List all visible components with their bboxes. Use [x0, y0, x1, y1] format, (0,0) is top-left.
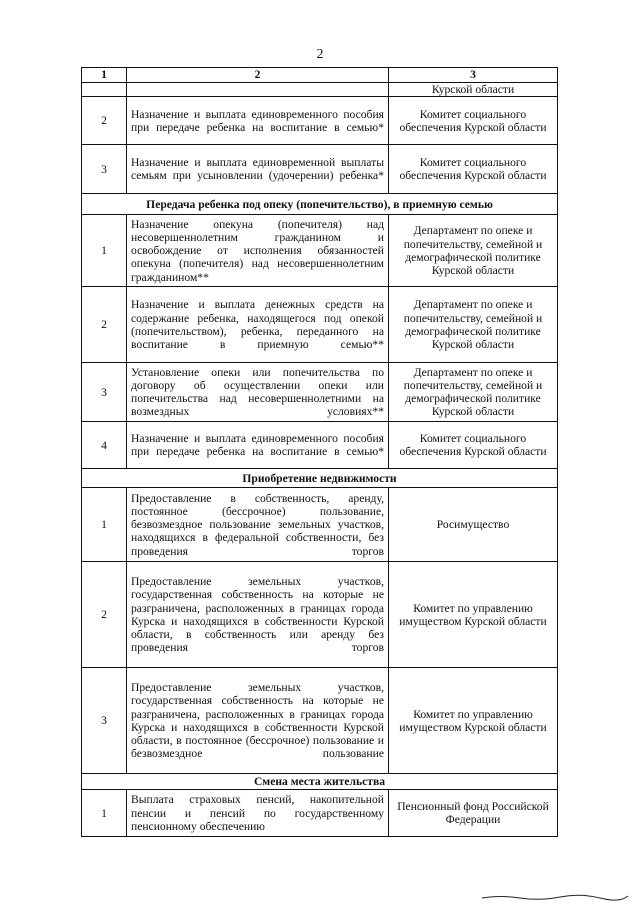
row-number: 2 — [82, 287, 127, 363]
authority-text: Комитет по управлению имуществом Курской области — [389, 562, 558, 668]
section-row — [82, 194, 558, 215]
row-number: 1 — [82, 215, 127, 287]
service-text: Предоставление в собственность, аренду, постоянное (бессрочное) пользование, безвозмездное пользование земельных участков, находящихся в федеральной собственности, без проведения торгов — [127, 488, 389, 562]
service-text: Назначение и выплата денежных средств на содержание ребенка, находящегося под опекой (попечительством), ребенка, переданного на воспитание в приемную семью** — [127, 287, 389, 363]
table-row — [82, 287, 558, 363]
service-text: Установление опеки или попечительства по договору об осуществлении опеки или попечительства над несовершеннолетними на возмездных условиях** — [127, 363, 389, 422]
service-text: Назначение и выплата единовременного пособия при передаче ребенка на воспитание в семью* — [127, 422, 389, 469]
authority-text: Комитет социального обеспечения Курской области — [389, 97, 558, 145]
row-number: 2 — [82, 562, 127, 668]
header-col-2: 2 — [127, 68, 389, 83]
header-col-3: 3 — [389, 68, 558, 83]
service-text: Назначение и выплата единовременной выплаты семьям при усыновлении (удочерении) ребенка* — [127, 145, 389, 194]
table-row — [82, 145, 558, 194]
table-row — [82, 790, 558, 837]
authority-text: Комитет социального обеспечения Курской области — [389, 145, 558, 194]
service-text: Предоставление земельных участков, государственная собственность на которые не разграничена, расположенных в границах города Курска и находящихся в собственности Курской области, в постоянное (бессрочное) пользование и безвозмездное пользование — [127, 668, 389, 774]
service-text: Назначение и выплата единовременного пособия при передаче ребенка на воспитание в семью* — [127, 97, 389, 145]
authority-text: Росимущество — [389, 488, 558, 562]
section-title: Смена места жительства — [82, 774, 558, 790]
row-number: 2 — [82, 97, 127, 145]
scan-artifact — [480, 893, 630, 901]
row-number: 1 — [82, 488, 127, 562]
table-header-row — [82, 68, 558, 83]
header-col-1: 1 — [82, 68, 127, 83]
table-row — [82, 562, 558, 668]
table-row — [82, 668, 558, 774]
row-number: 3 — [82, 668, 127, 774]
row-number: 3 — [82, 363, 127, 422]
authority-text: Департамент по опеке и попечительству, семейной и демографической политике Курской области — [389, 215, 558, 287]
section-row — [82, 774, 558, 790]
service-text: Назначение опекуна (попечителя) над несовершеннолетним гражданином и освобождение от исполнения обязанностей опекуна (попечителя) над несовершеннолетним гражданином** — [127, 215, 389, 287]
page-number: 2 — [316, 47, 324, 62]
service-text: Выплата страховых пенсий, накопительной пенсии и пенсий по государственному пенсионному обеспечению — [127, 790, 389, 837]
table-row — [82, 422, 558, 469]
authority-text: Комитет по управлению имуществом Курской области — [389, 668, 558, 774]
row-number: 4 — [82, 422, 127, 469]
authority-text: Департамент по опеке и попечительству, семейной и демографической политике Курской области — [389, 363, 558, 422]
continuation-row — [82, 83, 558, 97]
authority-text: Комитет социального обеспечения Курской области — [389, 422, 558, 469]
row-number: 3 — [82, 145, 127, 194]
section-title: Передача ребенка под опеку (попечительство), в приемную семью — [82, 194, 558, 215]
authority-text: Департамент по опеке и попечительству, семейной и демографической политике Курской области — [389, 287, 558, 363]
row-number: 1 — [82, 790, 127, 837]
service-text: Предоставление земельных участков, государственная собственность на которые не разграничена, расположенных в границах города Курска и находящихся в собственности Курской области, в собственность или аренду без проведения торгов — [127, 562, 389, 668]
table-row — [82, 97, 558, 145]
table-row — [82, 488, 558, 562]
services-table — [81, 67, 558, 837]
authority-text: Пенсионный фонд Российской Федерации — [389, 790, 558, 837]
continuation-org: Курской области — [389, 83, 558, 97]
section-row — [82, 469, 558, 488]
table-row — [82, 215, 558, 287]
table-row — [82, 363, 558, 422]
section-title: Приобретение недвижимости — [82, 469, 558, 488]
